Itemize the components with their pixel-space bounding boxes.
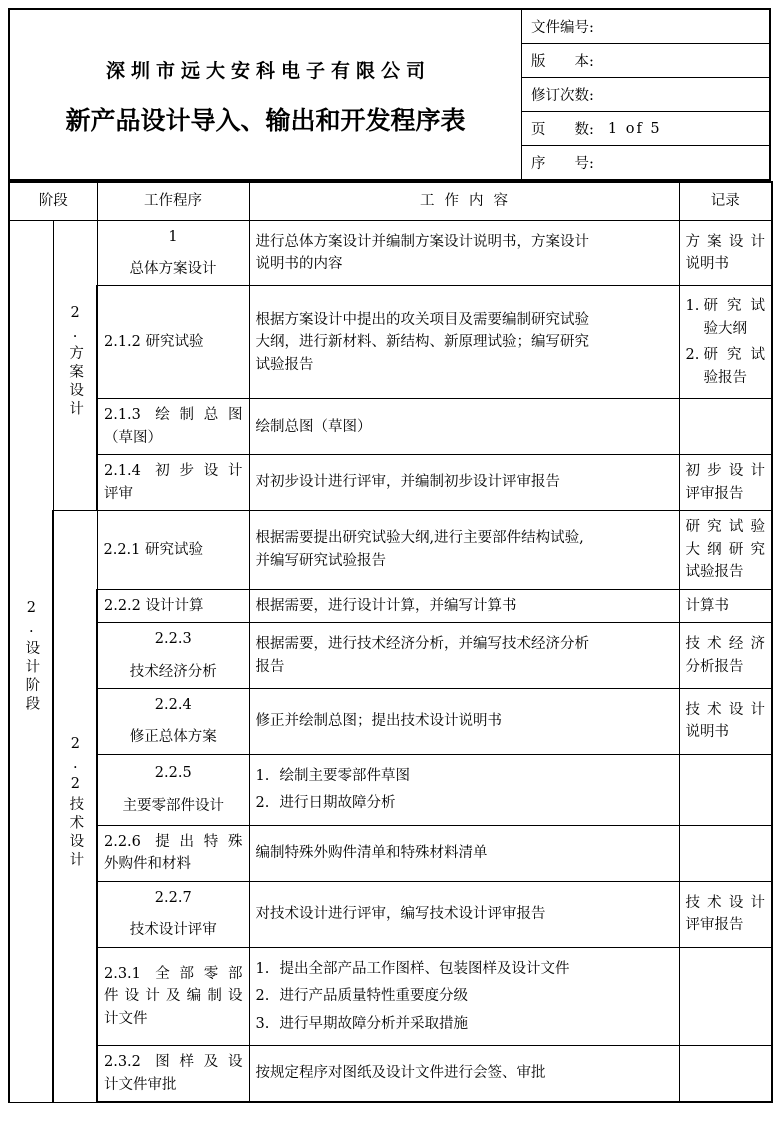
procedure-cell [97, 399, 249, 455]
list-item-text: 进行日期故障分析 [279, 795, 396, 812]
procedure-name: 修正总体方案 [129, 729, 217, 746]
record-item-text [704, 344, 766, 389]
record-line: 验报告 [703, 369, 747, 386]
document-title: 新产品设计导入、输出和开发程序表 [65, 106, 466, 135]
procedure-number: 2.2.7 [154, 889, 192, 906]
record-cell [679, 511, 772, 589]
record-list-item [686, 295, 766, 340]
record-line: 研究试 [703, 298, 765, 315]
content-cell [249, 947, 679, 1045]
record-line: 技术设计 [685, 894, 765, 911]
content-ordered-list [256, 765, 673, 815]
content-line: 根据需要，进行技术经济分析，并编写技术经济分析 [255, 636, 589, 653]
record-line: 方案设计 [685, 233, 765, 250]
record-line: 说明书 [685, 255, 729, 272]
content-cell [249, 399, 679, 455]
list-item-text: 绘制主要零部件草图 [279, 767, 410, 784]
record-cell [679, 623, 772, 689]
header-field-label: 文件编号: [531, 20, 594, 36]
record-cell [679, 825, 772, 881]
content-list-item [256, 792, 673, 814]
record-line: 初步设计 [685, 463, 765, 480]
content-list-item [256, 765, 673, 787]
list-marker: 2. [255, 988, 270, 1005]
content-cell [249, 881, 679, 947]
procedure-table [8, 181, 773, 1103]
record-line: 技术设计 [685, 702, 765, 718]
procedure-cell [97, 589, 249, 622]
content-line: 大纲，进行新材料、新结构、新原理试验；编写研究 [255, 334, 589, 351]
content-line: 根据方案设计中提出的攻关项目及需要编制研究试验 [255, 311, 589, 328]
table-row [9, 1046, 772, 1102]
procedure-name: 技术设计评审 [129, 922, 217, 939]
content-list-item [256, 1013, 673, 1035]
header-meta-block [522, 10, 769, 179]
table-header-row [9, 182, 772, 220]
record-line: 评审报告 [685, 485, 744, 502]
procedure-cell [97, 689, 249, 755]
header-field-page-number [522, 112, 769, 146]
content-ordered-list [256, 958, 673, 1035]
procedure-line: 2.3.2 图样及设 [104, 1054, 243, 1071]
header-field-version [522, 44, 769, 78]
table-row [9, 881, 772, 947]
procedure-line: 计文件审批 [104, 1076, 177, 1093]
record-cell [679, 947, 772, 1045]
header-title-block [10, 10, 522, 179]
column-header-stage: 阶段 [9, 182, 97, 220]
record-line: 验大纲 [703, 320, 747, 337]
content-line: 根据需要提出研究试验大纲,进行主要部件结构试验, [255, 530, 584, 547]
procedure-line: 计文件 [104, 1010, 148, 1027]
content-cell [249, 286, 679, 399]
list-marker: 1. [255, 767, 270, 784]
table-row [9, 220, 772, 286]
procedure-number: 2.2.5 [154, 765, 192, 782]
list-marker: 2. [685, 347, 700, 364]
record-line: 计算书 [685, 597, 729, 614]
procedure-cell [97, 881, 249, 947]
content-cell [249, 825, 679, 881]
procedure-cell [97, 511, 249, 589]
content-line: 修正并绘制总图；提出技术设计说明书 [255, 713, 502, 730]
record-line: 说明书 [685, 724, 729, 741]
column-header-procedure: 工作程序 [97, 182, 249, 220]
record-line: 研究试验 [685, 519, 765, 536]
record-line: 大纲研究 [685, 541, 765, 558]
content-list-item [256, 958, 673, 980]
procedure-name: 2.1.2 研究试验 [104, 334, 204, 351]
list-marker: 1. [685, 298, 700, 315]
procedure-cell [97, 220, 249, 286]
procedure-line: 2.1.4 初步设计 [104, 463, 243, 480]
table-row [9, 511, 772, 589]
procedure-line: 外购件和材料 [104, 856, 191, 873]
procedure-cell [97, 623, 249, 689]
content-line: 编制特殊外购件清单和特殊材料清单 [255, 845, 488, 862]
content-line: 报告 [255, 658, 285, 675]
header-field-label: 序 号: [531, 156, 594, 172]
content-line: 根据需要，进行设计计算，并编写计算书 [255, 597, 517, 614]
record-item-text [704, 295, 766, 340]
column-header-content: 工作内容 [249, 182, 679, 220]
table-row [9, 399, 772, 455]
content-line: 并编写研究试验报告 [255, 552, 386, 569]
procedure-cell [97, 754, 249, 825]
content-list-item [256, 985, 673, 1007]
procedure-line: 件设计及编制设 [104, 988, 243, 1005]
procedure-cell [97, 825, 249, 881]
content-cell [249, 689, 679, 755]
procedure-cell [97, 286, 249, 399]
table-row [9, 947, 772, 1045]
content-line: 按规定程序对图纸及设计文件进行会签、审批 [255, 1065, 546, 1082]
procedure-line: 2.3.1 全部零部 [104, 965, 243, 982]
content-cell [249, 220, 679, 286]
procedure-name: 主要零部件设计 [122, 797, 224, 814]
header-field-label: 修订次数: [531, 88, 594, 104]
procedure-number: 2.2.3 [154, 631, 192, 648]
procedure-line: 评审 [104, 485, 133, 502]
list-marker: 2. [255, 795, 270, 812]
content-cell [249, 511, 679, 589]
procedure-name: 2.2.1 研究试验 [103, 541, 204, 558]
group-cell [53, 511, 97, 1102]
content-cell [249, 623, 679, 689]
procedure-cell [97, 455, 249, 511]
record-cell [679, 589, 772, 622]
table-row [9, 623, 772, 689]
header-field-document-number [522, 10, 769, 44]
content-line: 试验报告 [255, 356, 314, 373]
list-marker: 3. [255, 1015, 270, 1032]
table-row [9, 825, 772, 881]
group-cell [53, 220, 97, 511]
record-cell [679, 455, 772, 511]
list-item-text: 进行产品质量特性重要度分级 [279, 988, 468, 1005]
procedure-cell [97, 947, 249, 1045]
procedure-line: 2.1.3 绘制总图 [104, 407, 243, 424]
procedure-name: 2.2.2 设计计算 [104, 597, 204, 614]
procedure-number: 2.2.4 [154, 697, 192, 713]
content-line: 说明书的内容 [255, 255, 343, 272]
record-line: 评审报告 [685, 917, 744, 934]
record-cell [679, 286, 772, 399]
content-cell [249, 455, 679, 511]
table-row [9, 286, 772, 399]
table-row [9, 455, 772, 511]
company-name: 深圳市远大安科电子有限公司 [105, 60, 431, 82]
table-row [9, 689, 772, 755]
list-marker: 1. [255, 960, 270, 977]
content-line: 绘制总图（草图） [255, 418, 372, 435]
list-item-text: 进行早期故障分析并采取措施 [279, 1015, 468, 1032]
table-body [9, 220, 772, 1102]
procedure-name: 技术经济分析 [129, 663, 217, 680]
stage-label: 2.设计阶段 [23, 600, 40, 715]
record-cell [679, 881, 772, 947]
document-header [8, 8, 771, 181]
record-cell [679, 399, 772, 455]
record-list-item [686, 344, 766, 389]
group-label: 2.方案设计 [67, 304, 84, 419]
record-cell [679, 1046, 772, 1102]
record-cell [679, 754, 772, 825]
content-line: 进行总体方案设计并编制方案设计说明书，方案设计 [255, 233, 589, 250]
header-field-label: 版 本: [531, 54, 594, 70]
content-cell [249, 1046, 679, 1102]
record-cell [679, 689, 772, 755]
procedure-line: （草图） [104, 429, 162, 446]
record-line: 试验报告 [685, 564, 744, 581]
content-cell [249, 589, 679, 622]
header-field-value: 1 of 5 [607, 120, 662, 137]
procedure-number: 1 [168, 228, 178, 245]
list-item-text: 提出全部产品工作图样、包装图样及设计文件 [279, 960, 570, 977]
content-line: 对技术设计进行评审，编写技术设计评审报告 [255, 906, 546, 923]
header-field-label: 页 数: [531, 122, 594, 138]
record-line: 技术经济 [685, 636, 765, 653]
header-field-revision-count [522, 78, 769, 112]
stage-cell [9, 220, 53, 1102]
procedure-line: 2.2.6 提出特殊 [104, 833, 243, 850]
column-header-record: 记录 [679, 182, 772, 220]
content-cell [249, 754, 679, 825]
header-field-serial-number [522, 146, 769, 179]
record-cell [679, 220, 772, 286]
table-row [9, 754, 772, 825]
record-ordered-list [686, 295, 766, 389]
record-line: 分析报告 [685, 658, 744, 675]
record-line: 研究试 [703, 347, 765, 364]
content-line: 对初步设计进行评审，并编制初步设计评审报告 [255, 474, 560, 491]
procedure-cell [97, 1046, 249, 1102]
group-label: 2.2技术设计 [67, 735, 84, 870]
table-row [9, 589, 772, 622]
procedure-name: 总体方案设计 [129, 260, 217, 277]
